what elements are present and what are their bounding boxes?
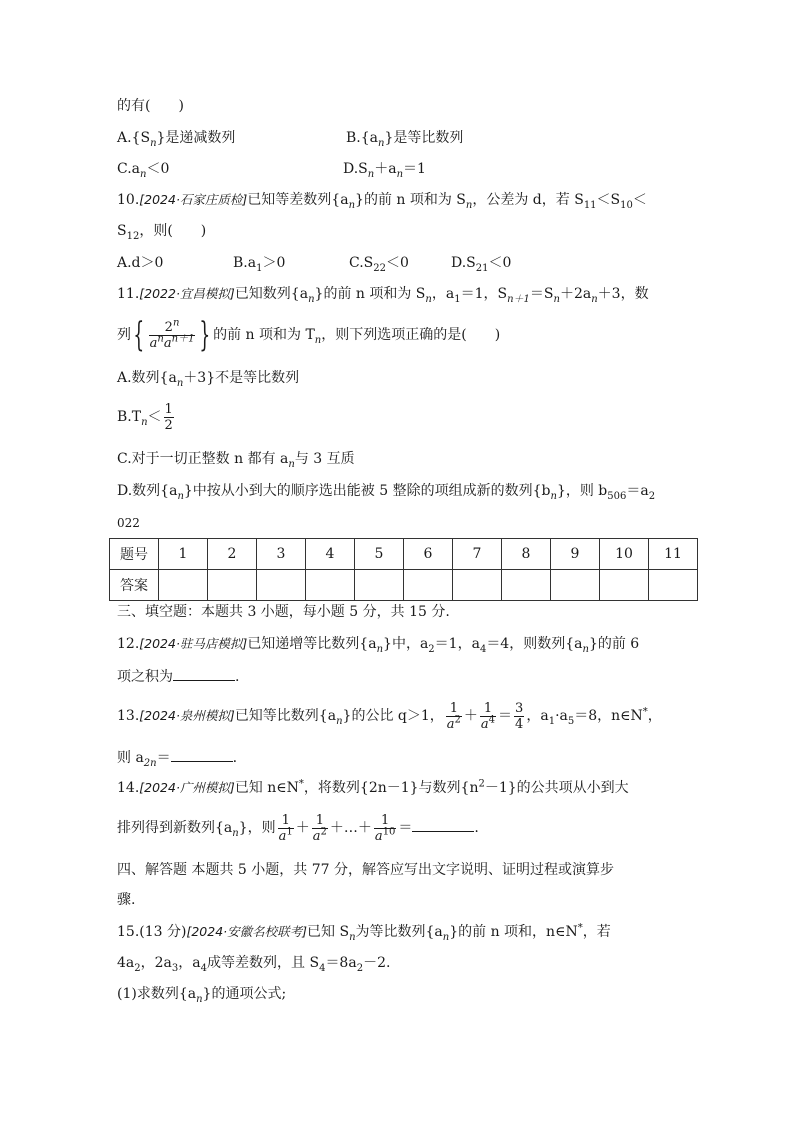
q10-stem-line2: $S_{12}$，则( ) bbox=[117, 223, 207, 242]
q12-stem-line2: 项之积为 . bbox=[117, 666, 239, 687]
q11-stem-line2: 列{ $\frac{2^n}{a^na^{n+1}}$ } 的前 n 项和为 $T_n$，则下列选项正确的是( ) bbox=[117, 315, 501, 355]
q10-option-a: A.d＞0 bbox=[117, 255, 164, 271]
q10-options bbox=[117, 253, 512, 274]
table-cell-number: 2 bbox=[208, 539, 257, 570]
q11-fraction: $\frac{2^n}{a^na^{n+1}}$ bbox=[149, 317, 195, 351]
left-brace-icon: { bbox=[133, 315, 145, 355]
table-cell-number: 6 bbox=[404, 539, 453, 570]
q12-stem-line1: 12.[2024·驻马店模拟]已知递增等比数列$\{a_n\}$中，$a_2=1$，$a_4=4$，则数列$\{a_n\}$的前 6 bbox=[117, 636, 640, 655]
answer-cell[interactable] bbox=[355, 570, 404, 601]
q14-stem-line2: 排列得到新数列$\{a_n\}$，则 $\frac{1}{a^1}$ ＋ $\frac{1}{a^2}$ ＋…＋ $\frac{1}{a^{10}}$ ＝ . bbox=[117, 812, 479, 844]
answer-table bbox=[109, 538, 698, 601]
q11-option-b: $B.T_n<$ $\frac{1}{2}$ bbox=[117, 401, 173, 433]
table-answer-label: 答案 bbox=[110, 570, 159, 601]
q13-fraction-2: $\frac{1}{a^4}$ bbox=[480, 700, 496, 732]
q13-fraction-3: $\frac{3}{4}$ bbox=[515, 700, 524, 732]
q15-stem-line2: $4a_2$，$2a_3$，$a_4$成等差数列，且 $S_4=8a_2-2$. bbox=[117, 955, 391, 974]
q9-option-c: $C.a_n<0$ bbox=[117, 161, 170, 180]
table-header-label: 题号 bbox=[110, 539, 159, 570]
q14-fraction-1: $\frac{1}{a^1}$ bbox=[278, 812, 293, 844]
answer-blank[interactable] bbox=[412, 817, 474, 832]
q11-option-c: C.对于一切正整数 n 都有 $a_n$与 3 互质 bbox=[117, 451, 355, 470]
q9-option-a: $A.\{S_n\}$是递减数列 bbox=[117, 130, 236, 149]
answer-cell[interactable] bbox=[502, 570, 551, 601]
answer-cell[interactable] bbox=[600, 570, 649, 601]
q14-stem-line1: 14.[2024·广州模拟]已知 n∈N*，将数列{2n－1}与数列$\{n^2-1\}$的公共项从小到大 bbox=[117, 778, 629, 796]
q9-tail: 的有( ) bbox=[117, 98, 184, 114]
table-cell-number: 7 bbox=[453, 539, 502, 570]
table-cell-number: 9 bbox=[551, 539, 600, 570]
table-cell-number: 3 bbox=[257, 539, 306, 570]
table-cell-number: 4 bbox=[306, 539, 355, 570]
section-4-heading-wrap: 骤. bbox=[117, 892, 136, 908]
answer-cell[interactable] bbox=[649, 570, 698, 601]
q10-option-d: $D.S_{21}<0$ bbox=[451, 255, 512, 274]
answer-blank[interactable] bbox=[171, 747, 233, 762]
q13-stem-line2: 则 $a_{2n}=$ . bbox=[117, 747, 237, 768]
q11-option-a: A.数列$\{a_n+3\}$不是等比数列 bbox=[117, 370, 300, 389]
q13-fraction-1: $\frac{1}{a^2}$ bbox=[446, 700, 461, 732]
table-cell-number: 11 bbox=[649, 539, 698, 570]
q15-stem-line1: 15.(13 分)[2024·安徽名校联考]已知 $S_n$为等比数列$\{a_n\}$的前 n 项和，n∈N*，若 bbox=[117, 922, 611, 943]
answer-cell[interactable] bbox=[453, 570, 502, 601]
answer-table-answer-row bbox=[110, 570, 698, 601]
table-cell-number: 10 bbox=[600, 539, 649, 570]
table-cell-number: 5 bbox=[355, 539, 404, 570]
answer-blank[interactable] bbox=[173, 666, 235, 681]
q9-option-b: $B.\{a_n\}$是等比数列 bbox=[346, 130, 464, 149]
q13-stem-line1: 13.[2024·泉州模拟]已知等比数列$\{a_n\}$的公比 q＞1， $\frac{1}{a^2}$ ＋ $\frac{1}{a^4}$ ＝ $\frac{3}{4}$ ，$a_1\cdot a_5=8$，n∈N*， bbox=[117, 700, 662, 732]
q11-stem-line1: 11.[2022·宜昌模拟]已知数列$\{a_n\}$的前 n 项和为 $S_n$，$a_1=1$，$S_{n+1}=S_n+2a_n+3$，数 bbox=[117, 286, 649, 305]
answer-cell[interactable] bbox=[404, 570, 453, 601]
q9-options-row1 bbox=[117, 128, 464, 149]
right-brace-icon: } bbox=[199, 315, 211, 355]
answer-cell[interactable] bbox=[551, 570, 600, 601]
table-cell-number: 1 bbox=[159, 539, 208, 570]
q10-option-c: $C.S_{22}<0$ bbox=[349, 255, 409, 274]
q10-stem-line1: 10.[2024·石家庄质检]已知等差数列$\{a_n\}$的前 n 项和为 $S_n$，公差为 d，若 $S_{11}<S_{10}<$ bbox=[117, 192, 647, 211]
q15-part-1: (1)求数列$\{a_n\}$的通项公式; bbox=[117, 986, 287, 1005]
q10-option-b: $B.a_1>0$ bbox=[233, 255, 286, 274]
answer-cell[interactable] bbox=[257, 570, 306, 601]
q9-option-d: $D.S_n+a_n=1$ bbox=[343, 161, 426, 180]
q14-fraction-2: $\frac{1}{a^2}$ bbox=[312, 812, 327, 844]
answer-cell[interactable] bbox=[208, 570, 257, 601]
q11-option-b-fraction: $\frac{1}{2}$ bbox=[164, 401, 173, 433]
q9-options-row2 bbox=[117, 159, 426, 180]
answer-table-header-row bbox=[110, 539, 698, 570]
table-cell-number: 8 bbox=[502, 539, 551, 570]
section-4-heading: 四、解答题 本题共 5 小题，共 77 分，解答应写出文字说明、证明过程或演算步 bbox=[117, 862, 614, 878]
answer-cell[interactable] bbox=[159, 570, 208, 601]
q11-option-d-wrap: 022 bbox=[117, 516, 140, 530]
q11-option-d: D.数列$\{a_n\}$中按从小到大的顺序选出能被 5 整除的项组成新的数列$\{b_n\}$，则 $b_{506}=a_2$ bbox=[117, 483, 656, 502]
answer-cell[interactable] bbox=[306, 570, 355, 601]
section-3-heading: 三、填空题：本题共 3 小题，每小题 5 分，共 15 分. bbox=[117, 604, 450, 620]
q14-fraction-3: $\frac{1}{a^{10}}$ bbox=[374, 812, 396, 844]
